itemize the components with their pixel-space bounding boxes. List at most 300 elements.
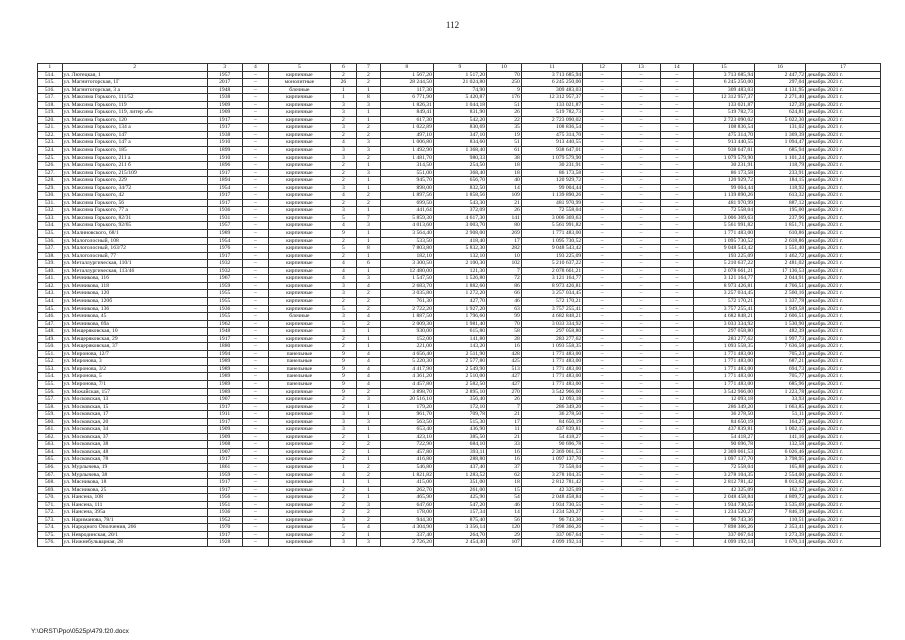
table-row (38, 162, 881, 170)
table-row (38, 177, 881, 185)
table-row (38, 245, 881, 253)
table-row (38, 524, 881, 532)
table-cell: 1909 (207, 101, 242, 109)
page-number: 112 (445, 20, 460, 30)
table-row (38, 275, 881, 283)
table-cell: – (622, 290, 661, 298)
table-cell: 1 771 483,00 (693, 380, 754, 388)
table-cell: 182,10 (380, 252, 433, 260)
table-cell: – (583, 494, 622, 502)
table-cell: 2 (357, 154, 381, 162)
table-cell: кирпичные (269, 479, 330, 487)
table-cell: 571. (38, 501, 63, 509)
table-cell: 16 (487, 343, 522, 351)
table-cell: – (583, 101, 622, 109)
table-cell: кирпичные (269, 109, 330, 117)
table-cell: кирпичные (269, 199, 330, 207)
table-row (38, 260, 881, 268)
table-cell: 26 (330, 79, 357, 87)
table-cell: декабрь 2021 г. (806, 192, 881, 200)
table-cell: 2 100,30 (433, 260, 486, 268)
table-cell: – (622, 169, 661, 177)
table-cell: ул. Миронова, 5 (62, 373, 207, 381)
table-cell: 54 418,27 (521, 433, 582, 441)
table-cell: 849,41 (380, 109, 433, 117)
table-row (38, 380, 881, 388)
table-cell: 1 (330, 463, 357, 471)
table-cell: ул. Мурлычева, 19 (62, 463, 207, 471)
table-cell: – (622, 116, 661, 124)
table-cell: 5 (330, 305, 357, 313)
table-cell: 2 (330, 71, 357, 79)
table-cell: декабрь 2021 г. (806, 124, 881, 132)
table-cell: 709,78 (433, 411, 486, 419)
table-cell: декабрь 2021 г. (806, 275, 881, 283)
table-cell: ул. Мещеряковская, 37 (62, 343, 207, 351)
table-cell: 28 244,50 (380, 79, 433, 87)
table-row (38, 313, 881, 321)
table-cell: – (583, 426, 622, 434)
table-cell: ул. Максима Горького, 211 а (62, 154, 207, 162)
table-cell: – (660, 252, 693, 260)
table-cell: 54 418,27 (693, 433, 754, 441)
table-cell: 164,27 (755, 418, 806, 426)
table-cell: 1917 (207, 335, 242, 343)
table-cell: 3 (330, 109, 357, 117)
table-cell: 96 743,36 (693, 516, 754, 524)
table-cell: кирпичные (269, 94, 330, 102)
table-cell: 1976 (207, 245, 242, 253)
table-cell: 2 009,30 (380, 320, 433, 328)
table-cell: 1 (330, 479, 357, 487)
table-cell: 3 535,69 (755, 501, 806, 509)
table-cell: – (242, 267, 269, 275)
table-cell: – (583, 116, 622, 124)
table-cell: 761,30 (380, 297, 433, 305)
table-cell: 1989 (207, 380, 242, 388)
table-cell: ул. Малиновского, 68/1 (62, 230, 207, 238)
table-cell: 1 272,20 (433, 290, 486, 298)
table-row (38, 71, 881, 79)
column-header: 11 (521, 64, 582, 72)
table-cell: 233,91 (755, 169, 806, 177)
table-cell: 4 682 848,21 (521, 313, 582, 321)
table-cell: 2 (330, 177, 357, 185)
table-cell: – (660, 441, 693, 449)
table-row (38, 441, 881, 449)
table-cell: 152,00 (380, 335, 433, 343)
table-cell: – (583, 358, 622, 366)
table-cell: 427 (487, 380, 522, 388)
table-cell: 237,96 (755, 214, 806, 222)
table-cell: 309 483,03 (693, 86, 754, 94)
table-cell: – (583, 192, 622, 200)
table-cell: – (242, 192, 269, 200)
table-cell: – (242, 245, 269, 253)
table-cell: 58 (487, 328, 522, 336)
table-cell: 562. (38, 433, 63, 441)
table-cell: 1989 (207, 388, 242, 396)
table-cell: 72 (487, 275, 522, 283)
table-cell: – (242, 328, 269, 336)
table-cell: – (242, 380, 269, 388)
table-cell: декабрь 2021 г. (806, 411, 881, 419)
table-cell: ул. Максима Горького, 147 (62, 131, 207, 139)
table-cell: 529. (38, 184, 63, 192)
table-cell: 1 771 483,00 (693, 358, 754, 366)
table-cell: – (622, 199, 661, 207)
table-cell: 2 683,70 (380, 282, 433, 290)
table-cell: ул. Мечникова, 116 (62, 275, 207, 283)
table-cell: – (583, 380, 622, 388)
table-cell: декабрь 2021 г. (806, 388, 881, 396)
table-cell: – (622, 358, 661, 366)
table-cell: 2 (330, 252, 357, 260)
table-row (38, 305, 881, 313)
table-row (38, 539, 881, 547)
table-row (38, 237, 881, 245)
table-cell: – (583, 124, 622, 132)
table-row (38, 169, 881, 177)
table-cell: 393,11 (433, 448, 486, 456)
table-cell: 117,30 (380, 86, 433, 94)
column-header: 12 (583, 64, 622, 72)
table-row (38, 230, 881, 238)
table-cell: 6 771,90 (380, 94, 433, 102)
table-cell: декабрь 2021 г. (806, 260, 881, 268)
table-cell: – (242, 418, 269, 426)
table-cell: декабрь 2021 г. (806, 365, 881, 373)
table-cell: 162,17 (755, 486, 806, 494)
table-cell: 120 (487, 524, 522, 532)
table-row (38, 154, 881, 162)
table-cell: – (660, 516, 693, 524)
table-row (38, 486, 881, 494)
table-cell: 1959 (207, 282, 242, 290)
table-cell: – (660, 365, 693, 373)
table-cell: 70 (487, 320, 522, 328)
table-cell: 54 (487, 494, 522, 502)
table-row (38, 184, 881, 192)
table-cell: – (583, 448, 622, 456)
table-cell: 1 771 483,00 (521, 373, 582, 381)
table-cell: 74,90 (433, 86, 486, 94)
table-cell: 7 898 366,26 (693, 524, 754, 532)
table-cell: – (583, 237, 622, 245)
table-cell: 423,10 (380, 433, 433, 441)
table-cell: – (660, 177, 693, 185)
table-cell: 2 606,51 (755, 313, 806, 321)
table-cell: 1 (357, 109, 381, 117)
table-cell: – (622, 207, 661, 215)
table-cell: 1 097 137,70 (693, 456, 754, 464)
table-cell: – (660, 479, 693, 487)
table-cell: декабрь 2021 г. (806, 139, 881, 147)
table-cell: кирпичные (269, 426, 330, 434)
table-cell: – (622, 516, 661, 524)
table-cell: 1 044,18 (433, 101, 486, 109)
table-cell: – (242, 290, 269, 298)
table-cell: – (583, 441, 622, 449)
table-cell: 37 (487, 463, 522, 471)
table-cell: – (622, 479, 661, 487)
table-cell: 2 (357, 516, 381, 524)
table-cell: – (622, 433, 661, 441)
table-cell: 1962 (207, 320, 242, 328)
table-cell: 351,00 (433, 479, 486, 487)
table-cell: – (242, 305, 269, 313)
table-cell: 572 170,21 (693, 297, 754, 305)
table-cell: 2 369 061,53 (693, 448, 754, 456)
table-row (38, 373, 881, 381)
table-cell: 1 (357, 328, 381, 336)
table-cell: кирпичные (269, 214, 330, 222)
table-cell: 1952 (207, 516, 242, 524)
table-cell: 428 (487, 350, 522, 358)
table-cell: 1899 (207, 147, 242, 155)
table-cell: ул. Народного Ополчения, 266 (62, 524, 207, 532)
table-cell: 550. (38, 343, 63, 351)
table-cell: 3 121 164,77 (521, 275, 582, 283)
table-cell: 1 006,80 (380, 139, 433, 147)
table-cell: декабрь 2021 г. (806, 463, 881, 471)
table-cell: – (242, 411, 269, 419)
table-cell: 1 093 558,35 (521, 343, 582, 351)
table-cell: 2 723 090,02 (521, 116, 582, 124)
table-cell: ул. Максима Горького, 34/72 (62, 184, 207, 192)
table-cell: 830,69 (433, 124, 486, 132)
table-cell: 2 722,20 (380, 305, 433, 313)
table-cell: – (242, 184, 269, 192)
table-cell: 72 558,04 (521, 463, 582, 471)
table-cell: – (583, 456, 622, 464)
table-cell: – (583, 162, 622, 170)
table-cell: ул. Московская, 78 (62, 456, 207, 464)
table-cell: – (660, 109, 693, 117)
table-cell: 1917 (207, 486, 242, 494)
table-cell: – (660, 463, 693, 471)
table-cell: – (583, 531, 622, 539)
table-cell: – (660, 116, 693, 124)
table-cell: – (242, 169, 269, 177)
table-cell: 1954 (207, 237, 242, 245)
table-cell: 547,20 (433, 501, 486, 509)
table-cell: 1 771 483,00 (693, 230, 754, 238)
table-cell: 2 048 458,84 (521, 494, 582, 502)
table-cell: – (660, 124, 693, 132)
table-cell: – (622, 388, 661, 396)
table-cell: – (583, 79, 622, 87)
table-cell: ул. Максима Горького, 119 (62, 101, 207, 109)
table-cell: ул. Максима Горького, 211 б (62, 162, 207, 170)
table-cell: 16 (487, 448, 522, 456)
table-cell: 4 617,30 (433, 214, 486, 222)
table-cell: кирпичные (269, 411, 330, 419)
table-cell: кирпичные (269, 230, 330, 238)
table-row (38, 509, 881, 517)
table-row (38, 335, 881, 343)
table-cell: – (242, 516, 269, 524)
table-cell: ул. Максима Горького, 147 а (62, 139, 207, 147)
table-cell: – (583, 524, 622, 532)
table-cell: – (660, 531, 693, 539)
table-cell: – (583, 139, 622, 147)
table-cell: ул. Максима Горького, 77 а (62, 207, 207, 215)
table-cell: 4 (357, 373, 381, 381)
table-cell: кирпичные (269, 207, 330, 215)
table-cell: 980,33 (433, 154, 486, 162)
table-cell: 3 (330, 101, 357, 109)
table-cell: 46 (487, 297, 522, 305)
table-cell: 9 (487, 86, 522, 94)
table-cell: 5 (330, 245, 357, 253)
table-cell: кирпичные (269, 328, 330, 336)
table-cell: декабрь 2021 г. (806, 297, 881, 305)
column-header: 5 (269, 64, 330, 72)
table-cell: 372,09 (433, 207, 486, 215)
table-cell: – (583, 245, 622, 253)
table-cell: 1917 (207, 252, 242, 260)
table-cell: 572 170,21 (521, 297, 582, 305)
table-cell: 2 454,40 (433, 539, 486, 547)
table-row (38, 267, 881, 275)
table-cell: 2 812 781,42 (521, 479, 582, 487)
table-cell: 1917 (207, 199, 242, 207)
table-cell: – (660, 230, 693, 238)
table-cell: 3 542 966,00 (521, 388, 582, 396)
table-cell: 3 278 104,35 (521, 471, 582, 479)
table-cell: 1 771 483,00 (693, 365, 754, 373)
table-cell: 615,80 (433, 328, 486, 336)
column-header: 14 (660, 64, 693, 72)
table-cell: декабрь 2021 г. (806, 237, 881, 245)
table-cell: 2 (357, 124, 381, 132)
table-cell: 286 349,20 (693, 403, 754, 411)
table-cell: 1 (357, 335, 381, 343)
table-cell: 4 (330, 471, 357, 479)
table-row (38, 116, 881, 124)
table-cell: кирпичные (269, 516, 330, 524)
column-header: 16 (755, 64, 806, 72)
table-cell: 21 (487, 199, 522, 207)
table-cell: – (242, 116, 269, 124)
table-cell: – (583, 222, 622, 230)
table-cell: декабрь 2021 г. (806, 154, 881, 162)
table-cell: 1 273,39 (755, 531, 806, 539)
table-cell: – (622, 131, 661, 139)
table-cell: 427,70 (433, 297, 486, 305)
column-header: 7 (357, 64, 381, 72)
table-cell: 2 723 090,02 (693, 116, 754, 124)
table-cell: – (583, 282, 622, 290)
table-cell: 3 757 255,41 (693, 305, 754, 313)
table-cell: 4 (330, 222, 357, 230)
table-cell: ул. Нансена, 395а (62, 509, 207, 517)
table-cell: 1907 (207, 448, 242, 456)
table-cell: декабрь 2021 г. (806, 501, 881, 509)
table-cell: ул. Нижнебульварная, 28 (62, 539, 207, 547)
table-cell: 5 210 637,22 (693, 260, 754, 268)
table-cell: 309 483,03 (521, 86, 582, 94)
table-cell: ул. Максима Горького, 185 (62, 147, 207, 155)
table-cell: – (242, 109, 269, 117)
table-cell: 548. (38, 328, 63, 336)
table-cell: – (583, 169, 622, 177)
table-cell: – (622, 79, 661, 87)
table-cell: 1989 (207, 373, 242, 381)
table-cell: 9 048 543,42 (521, 245, 582, 253)
table-cell: – (622, 252, 661, 260)
table-cell: 3 (330, 411, 357, 419)
table-cell: 3 (330, 328, 357, 336)
table-cell: – (242, 448, 269, 456)
table-cell: 4 (330, 260, 357, 268)
table-cell: 938 647,01 (521, 147, 582, 155)
table-cell: 2 (330, 199, 357, 207)
table-cell: 4 361,20 (380, 373, 433, 381)
table-cell: 1 095 730,52 (693, 237, 754, 245)
column-header: 6 (330, 64, 357, 72)
table-cell: декабрь 2021 г. (806, 320, 881, 328)
column-header: 13 (622, 64, 661, 72)
table-cell: 35 (487, 124, 522, 132)
table-cell: – (622, 411, 661, 419)
table-cell: 2 (357, 290, 381, 298)
table-row (38, 358, 881, 366)
table-cell: – (242, 388, 269, 396)
table-cell: 356,40 (433, 396, 486, 404)
table-cell: декабрь 2021 г. (806, 177, 881, 185)
table-cell: кирпичные (269, 531, 330, 539)
table-cell: 51 (487, 101, 522, 109)
table-cell: 3 035,80 (380, 290, 433, 298)
table-cell: 33,93 (755, 396, 806, 404)
table-cell: 99 004,44 (693, 184, 754, 192)
column-header: 17 (806, 64, 881, 72)
table-cell: 1936 (207, 509, 242, 517)
table-cell: – (583, 501, 622, 509)
table-cell: 108 836,54 (693, 124, 754, 132)
table-cell: 687,21 (755, 358, 806, 366)
table-cell: – (242, 222, 269, 230)
table-cell: 1 858,56 (433, 192, 486, 200)
table-cell: 16 (487, 456, 522, 464)
table-cell: 90 696,78 (521, 441, 582, 449)
table-cell: 297 058,80 (521, 328, 582, 336)
table-cell: кирпичные (269, 267, 330, 275)
table-cell: 99 004,44 (521, 184, 582, 192)
table-row (38, 403, 881, 411)
table-cell: ул. Московская, 34 (62, 426, 207, 434)
table-cell: 546,80 (380, 463, 433, 471)
table-cell: декабрь 2021 г. (806, 116, 881, 124)
table-cell: 26 (487, 109, 522, 117)
column-header: 2 (62, 64, 207, 72)
table-cell: – (622, 396, 661, 404)
table-cell: 20 516,10 (380, 396, 433, 404)
table-cell: декабрь 2021 г. (806, 471, 881, 479)
table-cell: 4 656,40 (380, 350, 433, 358)
table-cell: 2 (330, 131, 357, 139)
table-cell: кирпичные (269, 433, 330, 441)
table-cell: декабрь 2021 г. (806, 441, 881, 449)
table-cell: 520. (38, 116, 63, 124)
table-cell: 7 (487, 403, 522, 411)
table-cell: 1 (357, 486, 381, 494)
table-cell: декабрь 2021 г. (806, 358, 881, 366)
table-cell: 610,86 (755, 230, 806, 238)
table-cell: 21 (487, 411, 522, 419)
